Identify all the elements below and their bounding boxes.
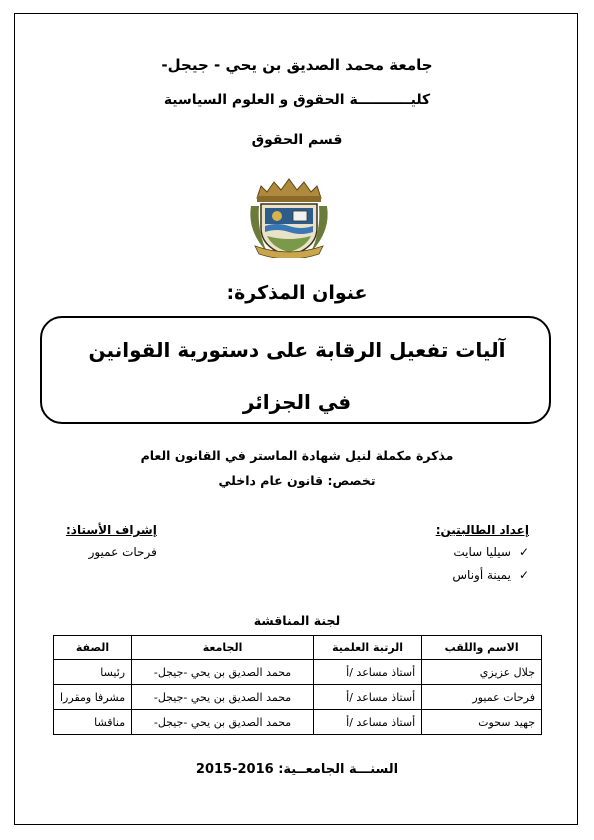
table-row [54, 685, 542, 710]
column-header: الصفة [54, 636, 132, 660]
member-university: محمد الصديق بن يحي -جيجل- [132, 710, 314, 735]
member-role: مشرفا ومقررا [54, 685, 132, 710]
memo-title-line-1: آليات تفعيل الرقابة على دستورية القوانين [88, 338, 506, 362]
memo-description: مذكرة مكملة لنيل شهادة الماستر في القانون العام [140, 448, 454, 463]
member-university: محمد الصديق بن يحي -جيجل- [132, 660, 314, 685]
member-role: رئيسا [54, 660, 132, 685]
prepared-by-block [436, 523, 529, 591]
university-name: جامعة محمد الصديق بن يحي - جيجل- [161, 56, 433, 74]
student-name: سيليا سايت [453, 545, 511, 559]
table-row [54, 710, 542, 735]
member-name: جلال عزيزي [422, 660, 542, 685]
table-header-row [54, 636, 542, 660]
memo-title-line-2: في الجزائر [242, 390, 352, 414]
column-header: الرتبة العلمية [314, 636, 422, 660]
student-item [436, 545, 529, 559]
supervisor-name: فرحات عميور [88, 545, 157, 559]
faculty-name: كليـــــــــــة الحقوق و العلوم السياسية [163, 92, 431, 108]
column-header: الاسم واللقب [422, 636, 542, 660]
specialization: تخصص: قانون عام داخلي [218, 473, 376, 488]
committee-title: لجنة المناقشة [253, 613, 341, 628]
supervisor-block [66, 523, 157, 559]
member-role: مناقشا [54, 710, 132, 735]
member-rank: أستاذ مساعد /أ [314, 685, 422, 710]
committee-table [53, 635, 542, 735]
student-item [436, 568, 529, 582]
column-header: الجامعة [132, 636, 314, 660]
university-emblem-icon [247, 176, 331, 258]
member-name: جهيد سحوت [422, 710, 542, 735]
table-row [54, 660, 542, 685]
department-name: قسم الحقوق [251, 132, 343, 148]
member-rank: أستاذ مساعد /أ [314, 710, 422, 735]
memo-title-label: عنوان المذكرة: [226, 282, 368, 304]
academic-year: السنـــة الجامعــية: 2016-2015 [195, 762, 399, 777]
student-name: يمينة أوناس [452, 568, 511, 582]
supervisor-heading: إشراف الأستاذ: [66, 523, 157, 537]
checkmark-icon: ✓ [518, 568, 529, 582]
member-name: فرحات عميور [422, 685, 542, 710]
checkmark-icon: ✓ [518, 545, 529, 559]
member-university: محمد الصديق بن يحي -جيجل- [132, 685, 314, 710]
prepared-by-heading: إعداد الطالبتين: [435, 523, 529, 537]
member-rank: أستاذ مساعد /أ [314, 660, 422, 685]
